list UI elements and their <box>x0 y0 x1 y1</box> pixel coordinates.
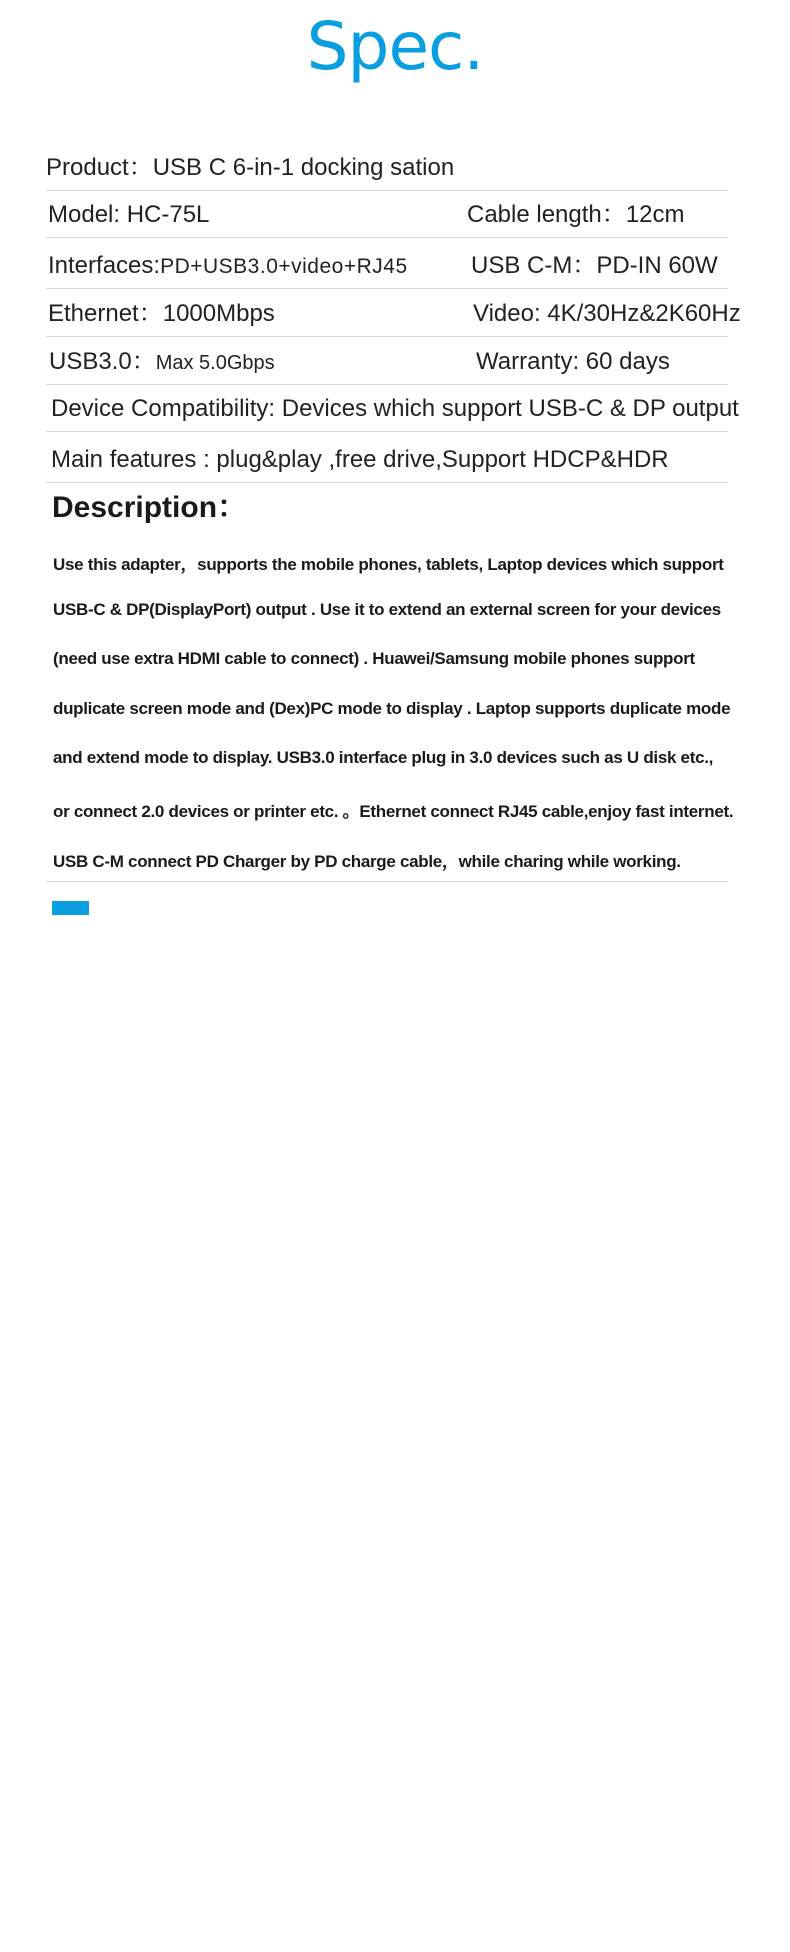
spec-interfaces <box>48 252 408 280</box>
description-line: (need use extra HDMI cable to connect) . Huawei/Samsung mobile phones support <box>53 649 695 668</box>
spec-usb30 <box>49 341 275 376</box>
description-line: USB C-M connect PD Charger by PD charge cable，while charing while working. <box>53 852 681 871</box>
spec-video: Video: 4K/30Hz&2K60Hz <box>473 300 741 327</box>
spec-warranty: Warranty: 60 days <box>476 348 670 375</box>
spec-interfaces-label: Interfaces: <box>48 252 161 279</box>
description-line: Use this adapter，supports the mobile phones, tablets, Laptop devices which support <box>53 555 724 574</box>
spec-features: Main features : plug&play ,free drive,Support HDCP&HDR <box>51 446 669 473</box>
spec-row-usb30 <box>46 336 728 385</box>
spec-row-interfaces <box>46 240 728 289</box>
accent-bar <box>52 901 89 915</box>
spec-interfaces-value: PD+USB3.0+video+RJ45 <box>160 255 408 278</box>
page-title: Spec. <box>306 8 484 85</box>
spec-product: Product：USB C 6-in-1 docking sation <box>46 154 455 181</box>
description-line: duplicate screen mode and (Dex)PC mode to display . Laptop supports duplicate mode <box>53 699 731 718</box>
spec-usb-cm: USB C-M：PD-IN 60W <box>471 252 718 279</box>
spec-row-compatibility <box>46 383 739 432</box>
spec-row-features <box>46 434 728 483</box>
description-divider <box>46 881 728 882</box>
description-line: or connect 2.0 devices or printer etc. 。Ethernet connect RJ45 cable,enjoy fast internet. <box>53 802 734 821</box>
spec-usb30-label: USB3.0： <box>49 348 156 375</box>
spec-row-product <box>46 142 728 191</box>
spec-model: Model: HC-75L <box>48 201 210 228</box>
description-line: USB-C & DP(DisplayPort) output . Use it to extend an external screen for your devices <box>53 600 721 619</box>
spec-row-model <box>46 189 728 238</box>
description-heading: Description： <box>52 491 248 524</box>
description-line: and extend mode to display. USB3.0 interface plug in 3.0 devices such as U disk etc., <box>53 748 714 767</box>
spec-usb30-value: Max 5.0Gbps <box>155 352 275 374</box>
spec-row-ethernet <box>46 288 741 337</box>
spec-cable-length: Cable length：12cm <box>467 201 685 228</box>
spec-compatibility: Device Compatibility: Devices which support USB-C & DP output <box>51 395 739 422</box>
spec-ethernet: Ethernet：1000Mbps <box>48 300 275 327</box>
